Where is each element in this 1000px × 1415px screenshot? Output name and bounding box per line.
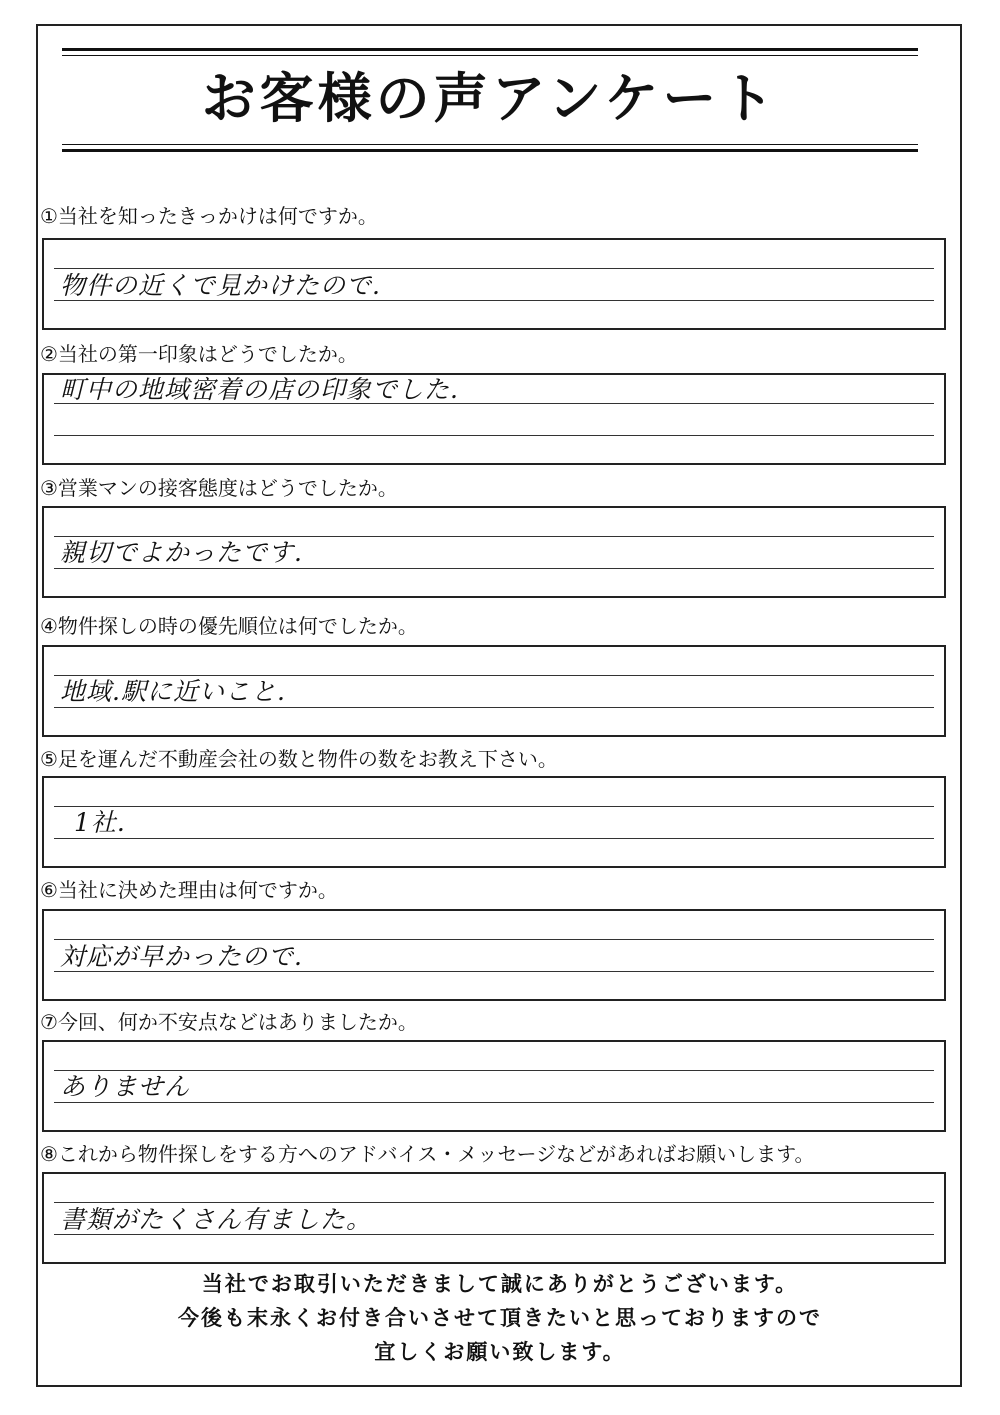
rule-line bbox=[54, 568, 934, 569]
answer-box-8 bbox=[42, 1172, 946, 1264]
answer-4-text: 地域.駅に近いこと. bbox=[60, 677, 286, 706]
rule-line bbox=[54, 1202, 934, 1203]
answer-box-1 bbox=[42, 238, 946, 330]
answer-box-6 bbox=[42, 909, 946, 1001]
rule-line bbox=[54, 939, 934, 940]
question-2-label: ②当社の第一印象はどうでしたか。 bbox=[40, 342, 358, 366]
footer-line-1: 当社でお取引いただきまして誠にありがとうございます。 bbox=[201, 1271, 799, 1296]
answer-box-5 bbox=[42, 776, 946, 868]
answer-box-3 bbox=[42, 506, 946, 598]
answer-8-text: 書類がたくさん有ました。 bbox=[60, 1205, 373, 1234]
rule-line bbox=[54, 268, 934, 269]
title-bottom-rule bbox=[62, 144, 918, 152]
rule-line bbox=[54, 675, 934, 676]
question-8-label: ⑧これから物件探しをする方へのアドバイス・メッセージなどがあればお願いします。 bbox=[40, 1142, 815, 1166]
rule-line bbox=[54, 707, 934, 708]
answer-1-text: 物件の近くで見かけたので. bbox=[60, 271, 381, 300]
title-top-rule bbox=[62, 48, 918, 56]
question-5-label: ⑤足を運んだ不動産会社の数と物件の数をお教え下さい。 bbox=[40, 747, 558, 771]
rule-line bbox=[54, 1102, 934, 1103]
answer-6-text: 対応が早かったので. bbox=[60, 942, 303, 971]
footer-line-3: 宜しくお願い致します。 bbox=[374, 1339, 626, 1364]
answer-2-text: 町中の地域密着の店の印象でした. bbox=[60, 375, 459, 404]
answer-box-4 bbox=[42, 645, 946, 737]
question-1-label: ①当社を知ったきっかけは何ですか。 bbox=[40, 204, 378, 228]
answer-7-text: ありません bbox=[60, 1072, 191, 1101]
title-block bbox=[62, 48, 918, 154]
rule-line bbox=[54, 435, 934, 436]
question-4-label: ④物件探しの時の優先順位は何でしたか。 bbox=[40, 614, 418, 638]
rule-line bbox=[54, 1070, 934, 1071]
page-title: お客様の声アンケート bbox=[201, 67, 779, 130]
answer-box-2 bbox=[42, 373, 946, 465]
rule-line bbox=[54, 806, 934, 807]
footer-line-2: 今後も末永くお付き合いさせて頂きたいと思っておりますので bbox=[178, 1305, 822, 1330]
question-3-label: ③営業マンの接客態度はどうでしたか。 bbox=[40, 476, 398, 500]
answer-box-7 bbox=[42, 1040, 946, 1132]
rule-line bbox=[54, 536, 934, 537]
question-7-label: ⑦今回、何か不安点などはありましたか。 bbox=[40, 1010, 418, 1034]
question-6-label: ⑥当社に決めた理由は何ですか。 bbox=[40, 878, 338, 902]
answer-3-text: 親切でよかったです. bbox=[60, 538, 303, 567]
answer-5-text: 1社. bbox=[74, 808, 126, 837]
rule-line bbox=[54, 838, 934, 839]
